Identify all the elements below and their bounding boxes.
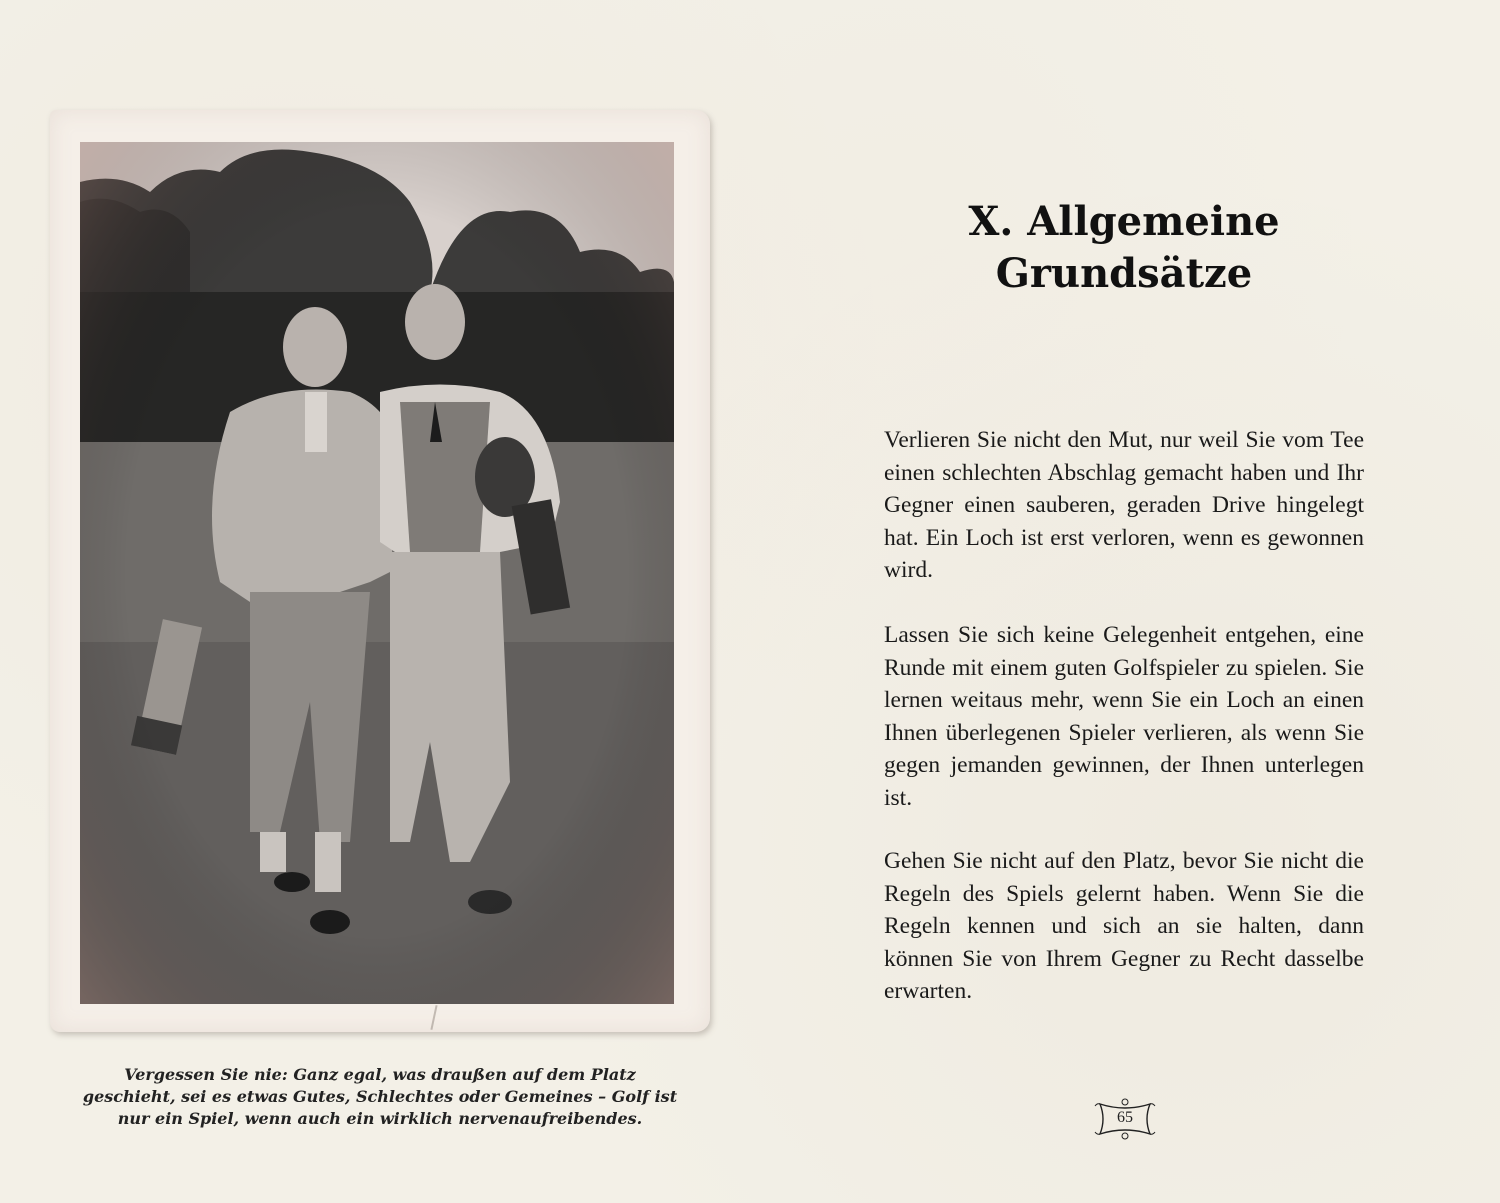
photo-card [50,110,710,1032]
photo-illustration [80,142,674,1004]
photo-crease [430,1005,437,1030]
page-number: 65 [1117,1109,1133,1126]
vintage-golf-photo [80,142,674,1004]
page-number-ornament [1090,1096,1160,1142]
paragraph-2: Lassen Sie sich keine Gelegenheit entgehen, eine Runde mit einem guten Golfspieler zu spielen. Sie lernen weitaus mehr, wenn Sie ein Loch an einen Ihnen überlegenen Spieler verlieren, als wenn Sie gegen jemanden gewinnen, der Ihnen unterlegen ist. [884,622,1364,811]
chapter-title [880,196,1368,300]
paragraph-3: Gehen Sie nicht auf den Platz, bevor Sie nicht die Regeln des Spiels gelernt haben. Wenn Sie die Regeln kennen und sich an sie halten, dann können Sie von Ihrem Gegner zu Recht dasselbe erwarten. [884,848,1364,1004]
chapter-title-line-1: X. Allgemeine [968,198,1280,245]
chapter-title-line-2: Grundsätze [995,250,1253,297]
paragraph-1: Verlieren Sie nicht den Mut, nur weil Sie vom Tee einen schlechten Abschlag gemacht haben und Ihr Gegner einen sauberen, geraden Drive hingelegt hat. Ein Loch ist erst verloren, wenn es gewonnen wird. [884,427,1364,583]
photo-caption: Vergessen Sie nie: Ganz egal, was draußen auf dem Platz geschieht, sei es etwas Gutes, Schlechtes oder Gemeines – Golf ist nur ein Spiel, wenn auch ein wirklich nervenaufreibendes. [82,1065,678,1128]
